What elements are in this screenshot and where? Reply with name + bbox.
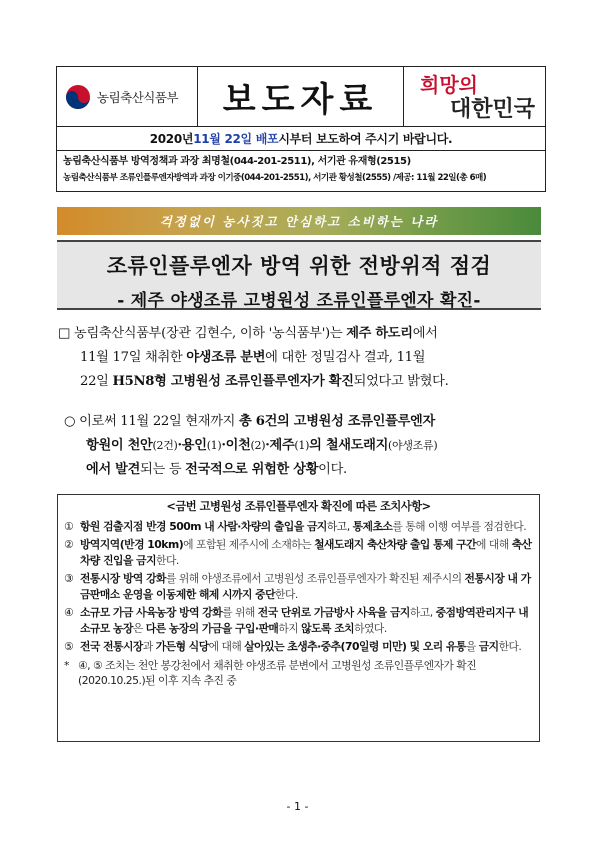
measure-item bbox=[64, 537, 533, 568]
p2-region-count: (1) bbox=[294, 439, 310, 452]
measure-item bbox=[64, 571, 533, 602]
p1-line-3 bbox=[58, 370, 544, 394]
measure-bold: 전통시장 방역 강화 bbox=[80, 572, 166, 585]
hope-korea-calligraphy-icon bbox=[410, 70, 540, 124]
measure-item bbox=[64, 519, 533, 535]
p1-text: 에서 bbox=[412, 326, 438, 341]
measure-plain: 에 포함된 제주시에 소재하는 bbox=[183, 538, 315, 551]
measure-text bbox=[80, 571, 533, 602]
measures-note bbox=[64, 658, 533, 689]
measure-plain: 하지 bbox=[278, 621, 302, 635]
measure-number: ⑤ bbox=[64, 640, 74, 653]
measures-box bbox=[57, 494, 540, 742]
taegeuk-emblem-icon bbox=[65, 84, 91, 110]
measure-bold: 전통시장 내 가금판매소 운영을 이동제한 해제 시까지 중단 bbox=[80, 572, 531, 601]
p2-count: 총 6건의 고병원성 조류인플루엔자 bbox=[238, 414, 435, 429]
measure-bold: 축산차량 진입을 금지 bbox=[80, 538, 532, 567]
measure-plain: 한다. bbox=[275, 587, 298, 601]
measure-text bbox=[80, 605, 533, 636]
p2-region: ·용인 bbox=[177, 438, 207, 453]
release-post: 시부터 보도하여 주시기 바랍니다. bbox=[278, 132, 453, 146]
p1-sample: 야생조류 분변 bbox=[186, 350, 266, 365]
release-date: 11월 22일 배포 bbox=[193, 132, 279, 146]
ministry-logo-cell bbox=[57, 67, 198, 126]
measure-number: ① bbox=[64, 519, 74, 533]
main-title: 조류인플루엔자 방역 위한 전방위적 점검 bbox=[106, 254, 492, 278]
measure-number: ③ bbox=[64, 572, 74, 585]
header-top-row bbox=[57, 67, 545, 127]
p1-text: 11월 17일 채취한 bbox=[80, 350, 187, 365]
contact-line-1: 농림축산식품부 방역정책과 과장 최명철(044-201-2511), 서기관 유재형(2515) bbox=[63, 156, 411, 167]
measure-bold: 항원 검출지점 반경 500m 내 사람·차량의 출입을 금지 bbox=[80, 519, 327, 533]
measure-text bbox=[80, 639, 533, 655]
measure-plain: 에 대해 bbox=[208, 640, 245, 653]
measure-plain: 과 bbox=[142, 640, 156, 653]
measure-plain: 은 bbox=[132, 621, 146, 635]
p2-region-count: (2) bbox=[250, 439, 266, 452]
press-release-header bbox=[56, 66, 546, 192]
p2-found: 에서 발견 bbox=[86, 462, 141, 477]
measure-bold: 통제초소 bbox=[352, 519, 393, 533]
measure-bold: 다른 농장의 가금을 구입·판매 bbox=[145, 621, 279, 635]
p1-text: 되었다고 밝혔다. bbox=[353, 374, 449, 389]
p1-line-2 bbox=[58, 346, 544, 370]
measure-plain: 하고, bbox=[409, 606, 436, 619]
measure-bold: 방역지역(반경 10km) bbox=[80, 538, 184, 551]
measure-plain: 하였다. bbox=[354, 621, 387, 635]
slogan-logo bbox=[404, 67, 545, 126]
measure-plain: 한다. bbox=[498, 640, 522, 653]
measure-plain: 를 통해 이행 여부를 점검한다. bbox=[392, 519, 527, 533]
p2-text: ○ 이로써 11월 22일 현재까지 bbox=[64, 414, 239, 429]
p1-confirmation: H5N8형 고병원성 조류인플루엔자가 확진 bbox=[112, 374, 354, 389]
svg-text:대한민국: 대한민국 bbox=[449, 95, 535, 122]
page-number: - 1 - bbox=[286, 800, 309, 813]
sub-title: - 제주 야생조류 고병원성 조류인플루엔자 확진- bbox=[117, 291, 481, 311]
banner-text: 걱정없이 농사짓고 안심하고 소비하는 나라 bbox=[159, 214, 439, 229]
measure-text bbox=[80, 519, 533, 535]
measure-item bbox=[64, 639, 533, 655]
measure-plain: 를 위해 야생조류에서 고병원성 조류인플루엔자가 확진된 제주시의 bbox=[165, 572, 465, 585]
p2-line-2 bbox=[64, 434, 544, 458]
measure-number: ② bbox=[64, 538, 74, 551]
measure-plain: 하고, bbox=[326, 519, 353, 533]
svg-text:희망의: 희망의 bbox=[419, 72, 478, 97]
p2-wild-birds: (야생조류) bbox=[388, 439, 438, 452]
title-box bbox=[57, 240, 541, 310]
slogan-banner bbox=[57, 207, 541, 235]
measure-number: ④ bbox=[64, 606, 74, 619]
p2-line-1 bbox=[64, 410, 544, 434]
measure-text bbox=[80, 537, 533, 568]
p1-text: □ 농림축산식품부(장관 김현수, 이하 '농식품부')는 bbox=[58, 326, 347, 341]
p2-region: ·이천 bbox=[221, 438, 251, 453]
measure-bold: 중점방역관리지구 내 소규모 농장 bbox=[80, 606, 529, 635]
ministry-name: 농림축산식품부 bbox=[97, 89, 179, 105]
measure-bold: 가든형 식당 bbox=[155, 640, 209, 653]
measure-plain: 에 대해 bbox=[476, 538, 512, 551]
p2-region-count: (1) bbox=[206, 439, 222, 452]
p2-text: 이다. bbox=[318, 462, 347, 477]
release-pre: 2020년 bbox=[149, 132, 194, 146]
contact-rows bbox=[57, 151, 545, 191]
measure-bold: 않도록 조치 bbox=[301, 621, 355, 635]
p2-region: 항원이 천안 bbox=[86, 438, 153, 453]
paragraph-1 bbox=[58, 322, 544, 394]
p2-region-count: (2건) bbox=[152, 439, 178, 452]
paragraph-2 bbox=[64, 410, 544, 482]
p1-location: 제주 하도리 bbox=[346, 326, 413, 341]
contact-line-2: 농림축산식품부 조류인플루엔자방역과 과장 이기중(044-201-2551), 서기관 황성철(2555) /제공: 11월 22일(총 6매) bbox=[63, 173, 487, 183]
p1-text: 22일 bbox=[80, 374, 113, 389]
measures-title: <금번 고병원성 조류인플루엔자 확진에 따른 조치사항> bbox=[166, 500, 431, 513]
measure-bold: 살아있는 초생추·중추(70일령 미만) 및 오리 유통 bbox=[244, 640, 466, 653]
measure-plain: 한다. bbox=[156, 553, 179, 567]
measure-item bbox=[64, 605, 533, 636]
note-text: ④, ⑤ 조치는 천안 봉강천에서 채취한 야생조류 분변에서 고병원성 조류인플루엔자가 확진(2020.10.25.)된 이후 지속 추진 중 bbox=[78, 658, 477, 687]
p2-region: 의 철새도래지 bbox=[309, 438, 389, 453]
measure-bold: 소규모 가금 사육농장 방역 강화 bbox=[80, 606, 223, 619]
p1-text: 에 대한 정밀검사 결과, 11월 bbox=[265, 350, 426, 365]
p2-text: 되는 등 bbox=[140, 462, 186, 477]
measure-bold: 금지 bbox=[478, 640, 499, 653]
measure-bold: 전국 단위로 가금방사 사육을 금지 bbox=[257, 606, 410, 619]
measure-bold: 전국 전통시장 bbox=[80, 640, 143, 653]
measure-bold: 철새도래지 축산차량 출입 통제 구간 bbox=[314, 538, 477, 551]
release-time-row bbox=[57, 127, 545, 151]
note-star: * bbox=[64, 658, 69, 672]
measure-plain: 를 위해 bbox=[222, 606, 258, 619]
p2-region: ·제주 bbox=[265, 438, 295, 453]
measure-plain: 을 bbox=[465, 640, 479, 653]
doc-type-title: 보도자료 bbox=[198, 67, 404, 126]
p1-line-1 bbox=[58, 322, 544, 346]
p2-danger: 전국적으로 위험한 상황 bbox=[185, 462, 319, 477]
p2-line-3 bbox=[64, 458, 544, 482]
